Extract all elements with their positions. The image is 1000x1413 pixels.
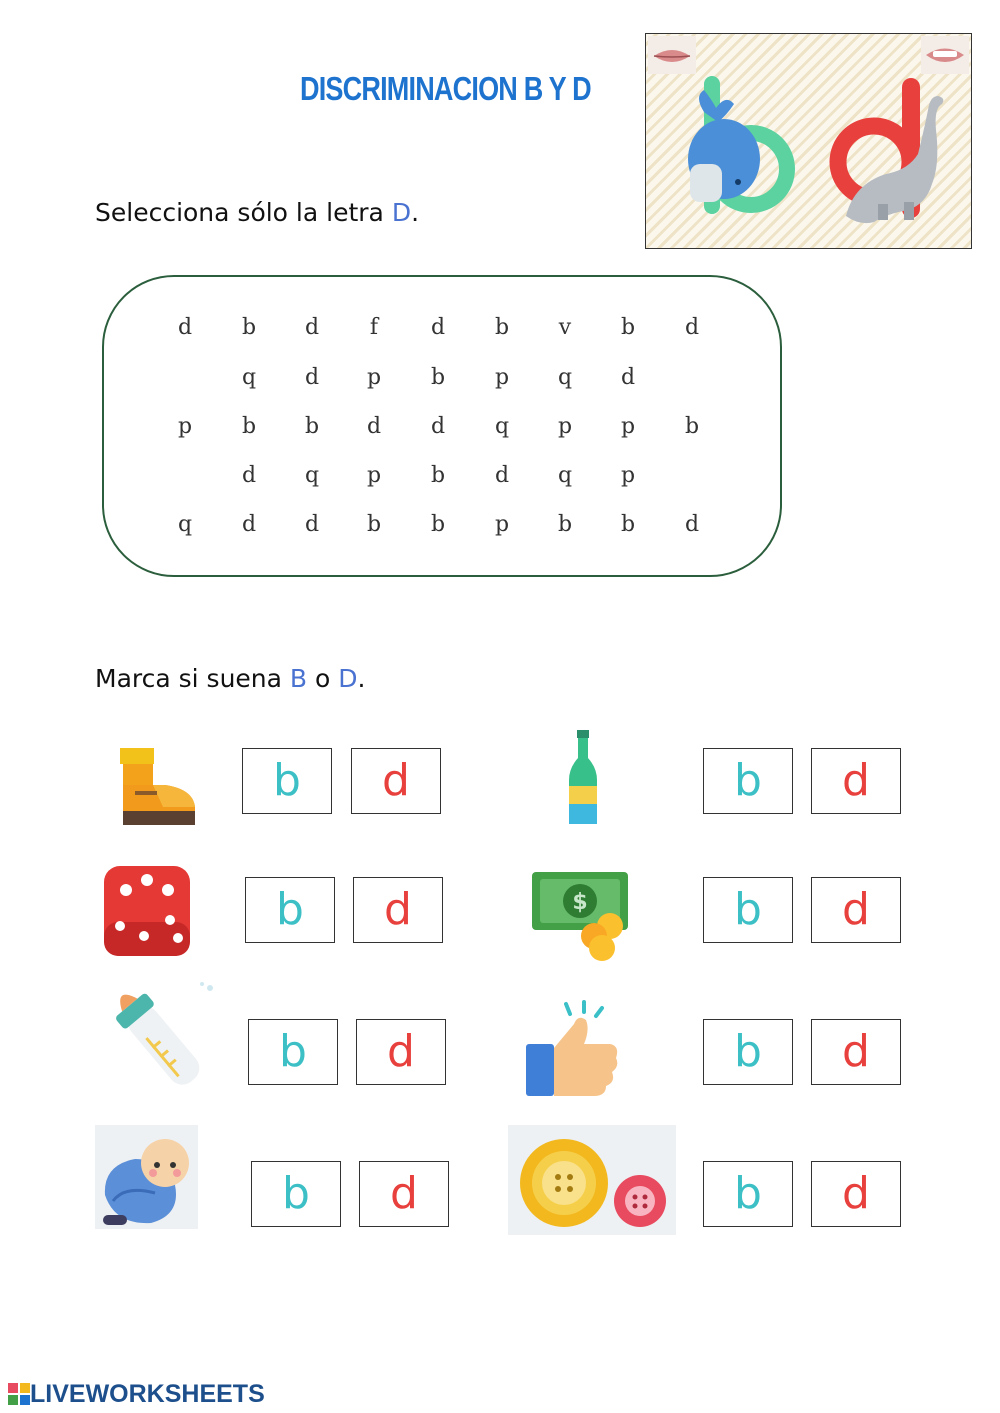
answer-b-dice[interactable]: b <box>245 877 335 943</box>
letter-item[interactable]: b <box>684 414 700 439</box>
letter-item[interactable]: b <box>366 512 382 537</box>
instruction-mark <box>95 664 366 693</box>
bd-illustration-svg <box>646 34 971 248</box>
letter-item[interactable]: p <box>366 463 382 488</box>
letter-item[interactable]: q <box>557 365 573 390</box>
footer-text: LIVEWORKSHEETS <box>30 1380 265 1408</box>
letter-item[interactable]: d <box>684 512 700 537</box>
letter-item[interactable]: b <box>557 512 573 537</box>
answer-b-buttons[interactable]: b <box>703 1161 793 1227</box>
svg-text:$: $ <box>572 890 588 915</box>
closed-lips-icon <box>648 36 696 74</box>
answer-b-baby-bottle[interactable]: b <box>248 1019 338 1085</box>
instruction-mark-b: B <box>289 664 308 693</box>
letter-item[interactable]: d <box>620 365 636 390</box>
letter-item[interactable]: q <box>304 463 320 488</box>
instruction-mark-text: Marca si suena <box>95 664 290 693</box>
letter-item[interactable]: d <box>430 315 446 340</box>
letter-item[interactable]: b <box>430 365 446 390</box>
instruction-select-period: . <box>411 198 420 227</box>
answer-d-bottle[interactable]: d <box>811 748 901 814</box>
letter-item[interactable]: q <box>177 512 193 537</box>
instruction-select-text: Selecciona sólo la letra <box>95 198 392 227</box>
letter-item[interactable]: p <box>494 365 510 390</box>
letter-item[interactable]: p <box>557 414 573 439</box>
answer-d-dice[interactable]: d <box>353 877 443 943</box>
letter-item[interactable]: b <box>241 315 257 340</box>
letter-item[interactable]: b <box>241 414 257 439</box>
bottle-icon <box>565 730 601 828</box>
page-title: DISCRIMINACION B Y D <box>300 70 591 107</box>
boot-icon <box>115 745 200 829</box>
answer-d-baby[interactable]: d <box>359 1161 449 1227</box>
letter-item[interactable]: d <box>494 463 510 488</box>
dinosaur-icon <box>846 96 943 223</box>
letter-item[interactable]: p <box>494 512 510 537</box>
letter-item[interactable]: d <box>684 315 700 340</box>
letter-item[interactable]: f <box>369 315 379 340</box>
letter-item[interactable]: d <box>430 414 446 439</box>
answer-b-boot[interactable]: b <box>242 748 332 814</box>
bd-illustration <box>645 33 972 249</box>
letter-item[interactable]: v <box>558 315 572 340</box>
letter-item[interactable]: d <box>304 315 320 340</box>
liveworksheets-logo-icon <box>8 1383 30 1405</box>
letter-item[interactable]: b <box>620 512 636 537</box>
letter-item[interactable]: p <box>366 365 382 390</box>
answer-b-money[interactable]: b <box>703 877 793 943</box>
answer-d-buttons[interactable]: d <box>811 1161 901 1227</box>
letter-item[interactable]: d <box>177 315 193 340</box>
letter-item[interactable]: q <box>494 414 510 439</box>
instruction-select <box>95 198 419 227</box>
thumbs-up-icon <box>522 1000 622 1100</box>
letter-selection-box <box>102 275 782 577</box>
letter-item[interactable]: p <box>620 463 636 488</box>
letter-item[interactable]: d <box>241 463 257 488</box>
instruction-mark-or: o <box>307 664 339 693</box>
open-mouth-icon <box>921 36 969 74</box>
letter-item[interactable]: b <box>494 315 510 340</box>
instruction-mark-d: D <box>338 664 358 693</box>
letter-item[interactable]: b <box>430 512 446 537</box>
letter-item[interactable]: d <box>304 365 320 390</box>
answer-d-baby-bottle[interactable]: d <box>356 1019 446 1085</box>
footer-brand <box>8 1380 265 1409</box>
money-icon <box>530 870 630 962</box>
baby-icon <box>95 1125 198 1229</box>
answer-b-thumbs-up[interactable]: b <box>703 1019 793 1085</box>
baby-bottle-icon <box>98 980 223 1102</box>
letter-item[interactable]: d <box>241 512 257 537</box>
letter-item[interactable]: d <box>366 414 382 439</box>
instruction-select-letter: D <box>391 198 412 227</box>
whale-icon <box>688 90 760 202</box>
letter-item[interactable]: p <box>177 414 193 439</box>
buttons-icon <box>508 1125 676 1235</box>
letter-item[interactable]: d <box>304 512 320 537</box>
letter-item[interactable]: b <box>304 414 320 439</box>
answer-d-thumbs-up[interactable]: d <box>811 1019 901 1085</box>
answer-d-money[interactable]: d <box>811 877 901 943</box>
letter-item[interactable]: q <box>241 365 257 390</box>
answer-b-bottle[interactable]: b <box>703 748 793 814</box>
dice-icon <box>100 862 195 960</box>
letter-item[interactable]: b <box>620 315 636 340</box>
answer-b-baby[interactable]: b <box>251 1161 341 1227</box>
instruction-mark-period: . <box>357 664 366 693</box>
answer-d-boot[interactable]: d <box>351 748 441 814</box>
letter-item[interactable]: p <box>620 414 636 439</box>
letter-item[interactable]: q <box>557 463 573 488</box>
letter-item[interactable]: b <box>430 463 446 488</box>
